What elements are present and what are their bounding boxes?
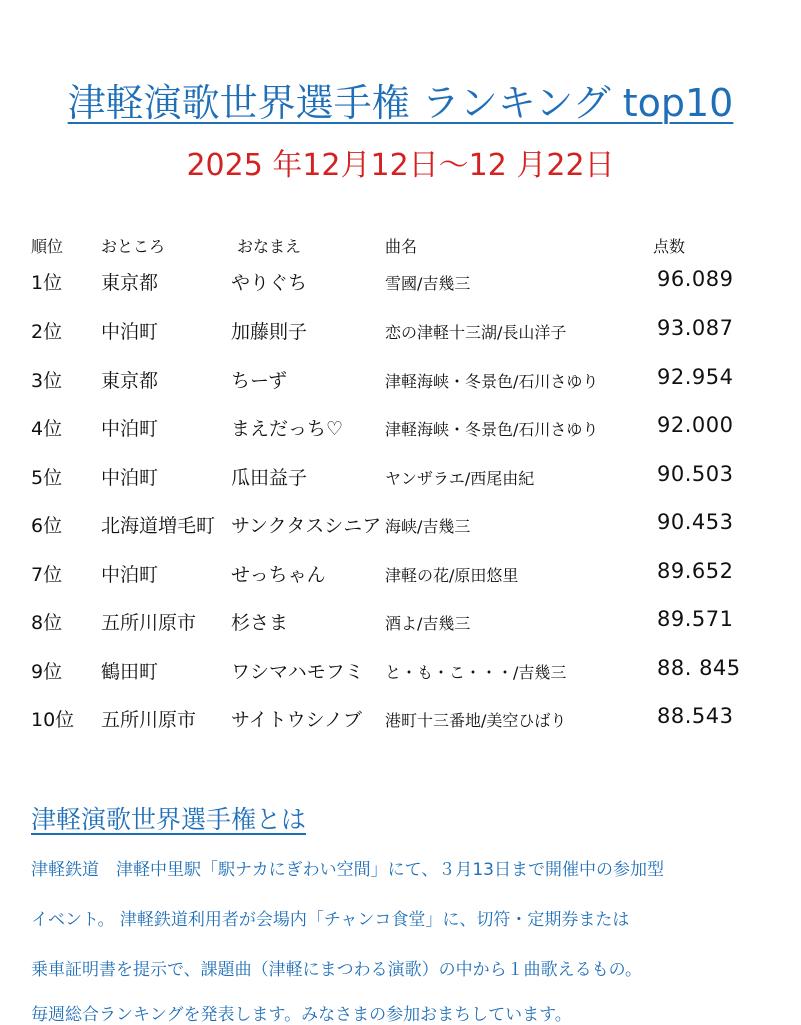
rank-cell: 7位 <box>31 564 63 586</box>
name-cell: やりぐち <box>231 272 308 294</box>
name-cell: サンクタスシニア <box>231 515 382 537</box>
rank-cell: 6位 <box>31 515 63 537</box>
table-row <box>0 268 801 298</box>
song-cell: 雪國/吉幾三 <box>385 274 471 293</box>
table-row <box>0 511 801 541</box>
table-row <box>0 366 801 396</box>
name-cell: 瓜田益子 <box>231 467 308 489</box>
song-cell: ヤンザラエ/西尾由紀 <box>385 469 535 488</box>
place-cell: 中泊町 <box>101 564 159 586</box>
table-row <box>0 463 801 493</box>
rank-cell: 4位 <box>31 418 63 440</box>
table-row <box>0 705 801 735</box>
about-text-line: 毎週総合ランキングを発表します。みなさまの参加おまちしています。 <box>31 1005 572 1025</box>
rank-cell: 8位 <box>31 612 63 634</box>
score-cell: 90.453 <box>657 510 734 534</box>
name-cell: 杉さま <box>231 612 289 634</box>
song-cell: と・も・こ・・・/吉幾三 <box>385 663 567 682</box>
header-score: 点数 <box>653 237 686 256</box>
song-cell: 酒よ/吉幾三 <box>385 614 471 633</box>
rank-cell: 9位 <box>31 661 63 683</box>
song-cell: 津軽海峡・冬景色/石川さゆり <box>385 372 599 391</box>
table-row <box>0 560 801 590</box>
place-cell: 東京都 <box>101 370 159 392</box>
rank-cell: 10位 <box>31 709 75 731</box>
ranking-table-header <box>0 234 801 264</box>
song-cell: 恋の津軽十三湖/長山洋子 <box>385 323 567 342</box>
name-cell: サイトウシノブ <box>231 709 362 731</box>
place-cell: 中泊町 <box>101 467 159 489</box>
about-section-title: 津軽演歌世界選手権とは <box>31 805 307 834</box>
header-song: 曲名 <box>385 237 418 256</box>
score-cell: 89.571 <box>657 607 734 631</box>
place-cell: 五所川原市 <box>101 612 197 634</box>
table-row <box>0 608 801 638</box>
table-row <box>0 414 801 444</box>
event-period: 2025 年12月12日～12 月22日 <box>186 148 615 183</box>
place-cell: 五所川原市 <box>101 709 197 731</box>
name-cell: ちーず <box>231 370 288 392</box>
header-name: おなまえ <box>237 237 302 256</box>
score-cell: 92.000 <box>657 413 734 437</box>
rank-cell: 2位 <box>31 321 63 343</box>
name-cell: ワシマハモフミ <box>231 661 364 683</box>
song-cell: 海峡/吉幾三 <box>385 517 471 536</box>
name-cell: まえだっち♡ <box>231 418 344 440</box>
table-row <box>0 317 801 347</box>
name-cell: 加藤則子 <box>231 321 308 343</box>
header-rank: 順位 <box>31 237 64 256</box>
score-cell: 90.503 <box>657 462 734 486</box>
rank-cell: 3位 <box>31 370 63 392</box>
page-title: 津軽演歌世界選手権 ランキング top10 <box>67 81 734 125</box>
place-cell: 鶴田町 <box>101 661 159 683</box>
song-cell: 津軽海峡・冬景色/石川さゆり <box>385 420 599 439</box>
score-cell: 89.652 <box>657 559 734 583</box>
about-text-line: イベント。 津軽鉄道利用者が会場内「チャンコ食堂」に、切符・定期券または <box>31 910 630 930</box>
song-cell: 津軽の花/原田悠里 <box>385 566 519 585</box>
about-text-line: 津軽鉄道 津軽中里駅「駅ナカにぎわい空間」にて、３月13日まで開催中の参加型 <box>31 860 664 880</box>
score-cell: 88. 845 <box>657 656 741 680</box>
rank-cell: 5位 <box>31 467 63 489</box>
place-cell: 中泊町 <box>101 321 159 343</box>
score-cell: 88.543 <box>657 704 734 728</box>
score-cell: 92.954 <box>657 365 734 389</box>
place-cell: 東京都 <box>101 272 159 294</box>
score-cell: 96.089 <box>657 267 734 291</box>
name-cell: せっちゃん <box>231 564 326 586</box>
about-text-line: 乗車証明書を提示で、課題曲（津軽にまつわる演歌）の中から１曲歌えるもの。 <box>31 960 642 980</box>
place-cell: 北海道増毛町 <box>101 515 216 537</box>
song-cell: 港町十三番地/美空ひばり <box>385 711 567 730</box>
score-cell: 93.087 <box>657 316 734 340</box>
place-cell: 中泊町 <box>101 418 159 440</box>
header-place: おところ <box>101 237 166 256</box>
rank-cell: 1位 <box>31 272 63 294</box>
table-row <box>0 657 801 687</box>
